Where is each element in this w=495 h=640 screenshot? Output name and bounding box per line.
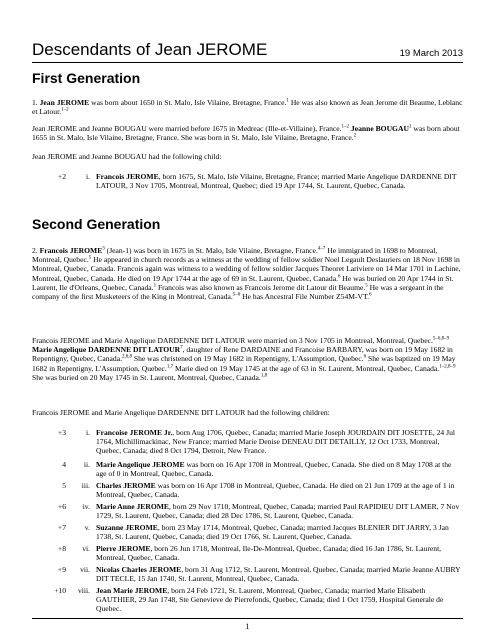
child-number: +7 bbox=[57, 523, 66, 532]
spouse-name: Marie Angelique DARDENNE DIT LATOUR bbox=[32, 345, 181, 355]
citation: 1–2 bbox=[341, 124, 350, 130]
citation: 7 bbox=[180, 345, 183, 351]
child-number: +2 bbox=[57, 172, 66, 181]
child-number: +9 bbox=[57, 565, 66, 574]
child-entry: 4 ii. Marie Angelique JEROME was born on 16 Apr 1708 in Montreal, Quebec, Canada. She died on 8 May 1708 at the age of 0 in Montreal, Quebec, Canada. bbox=[32, 460, 463, 479]
child-number: 4 bbox=[62, 460, 66, 469]
citation: 3 bbox=[102, 246, 105, 252]
child-roman-numeral: vi. bbox=[82, 544, 90, 553]
gen1-person-paragraph: 1. Jean JEROME was born about 1650 in St. Malo, Isle Vilaine, Bretagne, France.$^1$ He was also known as Jean Jerome dit Beaume, Leblanc et Latour.$^{1-2}$ bbox=[32, 98, 463, 117]
citation: 5–6 bbox=[232, 292, 241, 298]
child-name: Marie Angelique JEROME bbox=[96, 460, 185, 469]
child-entry: +7 v. Suzanne JEROME, born 23 May 1714, Montreal, Quebec, Canada; married Jacques BLENIER DIT JARRY, 3 Jan 1738, St. Laurent, Quebec, Canada; died 19 Oct 1766, St. Laurent, Quebec, Canada. bbox=[32, 523, 463, 551]
child-name: Pierre JEROME bbox=[96, 544, 151, 553]
gen1-children-intro: Jean JEROME and Jeanne BOUGAU had the following child: bbox=[32, 152, 222, 161]
child-roman-numeral: iii. bbox=[81, 481, 90, 490]
citation: 1,8 bbox=[260, 373, 268, 379]
gen2-person-paragraph: 2. Francois JEROME$^3$ (Jean-1) was born in 1675 in St. Malo, Isle Vilaine, Bretagne, France.$^{4-7}$ He immigrated in 1698 to Montreal, Montreal, Quebec.$^5$ He appeared in church records as a witness at the wedding of fellow soldier Noel Legault Deslauriers on 18 Nov 1698 in Montreal, Quebec, Canada. Francois again was witness to a wedding of fellow soldier Jacques Theoret Lariviere on 14 Mar 1701 in Lachine, Montreal, Quebec, Canada. He died on 19 Apr 1744 at the age of 69 in St. Laurent, Quebec, Canada.$^6$ He was buried on 20 Apr 1744 in St. Laurent, Ile d'Orleans, Quebec, Canada.$^1$ Francois was also known as Francois Jerome dit Latour dit Beaume.$^5$ He was a sergeant in the company of the first Musketeers of the King in Montreal, Canada.$^{5-6}$ He has Ancestral File Number Z54M-VT.$^6$ bbox=[32, 246, 461, 302]
gen1-child-entry: +2 i. Francois JEROME, born 1675, St. Malo, Isle Vilaine, Bretagne, France; married Marie Angelique DARDENNE DIT LATOUR, 3 Nov 1705, Montreal, Montreal, Quebec; died 19 Apr 1744, St. Laurent, Quebec, Canada. bbox=[32, 172, 463, 200]
spouse-name: Jeanne BOUGAU bbox=[349, 124, 409, 133]
child-name: Nicolas Charles JEROME bbox=[96, 565, 182, 574]
citation: 6 bbox=[363, 354, 367, 360]
child-entry: +6 iv. Marie Anne JEROME, born 29 Nov 1710, Montreal, Quebec, Canada; married Paul RAPIDIEU DIT LAMER, 7 Nov 1729, St. Laurent, Quebec, Canada; died 28 Dec 1786, St. Laurent, Quebec, Canada. bbox=[32, 502, 463, 530]
child-name: Jean Marie JEROME bbox=[96, 586, 168, 595]
person-name: Francois JEROME bbox=[39, 246, 103, 255]
child-name: Francois JEROME bbox=[96, 172, 159, 181]
section-heading-second-generation: Second Generation bbox=[32, 216, 161, 232]
citation: 1–2,8–9 bbox=[439, 364, 456, 370]
document-date: 19 March 2013 bbox=[399, 48, 463, 59]
child-number: +3 bbox=[57, 428, 66, 437]
citation: 2,6,8 bbox=[121, 354, 132, 360]
child-name: Suzanne JEROME bbox=[96, 523, 158, 532]
child-roman-numeral: iv. bbox=[82, 502, 90, 511]
gen1-marriage-paragraph: Jean JEROME and Jeanne BOUGAU were married before 1675 in Medreac (Ille-et-Villaine), France.$^{1-2}$ Jeanne BOUGAU$^1$ was born about 1655 in St. Malo, Isle Vilaine, Bretagne, France. She was born in St. Malo, Isle Vilaine, Bretagne, France.$^2$ bbox=[32, 124, 460, 143]
child-roman-numeral: v. bbox=[84, 523, 90, 532]
citation: 1,7 bbox=[166, 364, 174, 370]
person-name: Jean JEROME bbox=[39, 98, 90, 107]
citation: 1 bbox=[153, 283, 157, 289]
child-number: +10 bbox=[54, 586, 66, 595]
footer-divider bbox=[32, 618, 463, 619]
citation: 1–2 bbox=[61, 107, 69, 113]
citation: 5 bbox=[365, 283, 368, 289]
citation: 1 bbox=[286, 98, 289, 104]
citation: 1 bbox=[408, 124, 412, 130]
child-roman-numeral: viii. bbox=[77, 586, 90, 595]
citation: 6 bbox=[337, 274, 341, 280]
gen2-marriage-paragraph: Francois JEROME and Marie Angelique DARDENNE DIT LATOUR were married on 3 Nov 1705 in Montreal, Montreal, Quebec.$^{5-6,8-9}$ Marie Angelique DARDENNE DIT LATOUR$^7$, daughter of Rene DARDAINE and Francoise BARBARY, was born on 19 May 1682 in Repentigny, Quebec, Canada.$^{2,6,8}$ She was christened on 19 May 1682 in Repentigny, L'Assumption, Quebec.$^6$ She was baptized on 19 May 1682 in Repentigny, L'Assumption, Quebec.$^{1,7}$ Marie died on 19 May 1745 at the age of 63 in St. Laurent, Montreal, Quebec, Canada.$^{1-2,8-9}$ She was buried on 20 May 1745 in St. Laurent, Montreal, Quebec, Canada.$^{1,8}$ bbox=[32, 336, 456, 382]
child-roman-numeral: i. bbox=[85, 172, 90, 181]
citation: 2 bbox=[353, 133, 357, 139]
gen2-children-intro: Francois JEROME and Marie Angelique DARDENNE DIT LATOUR had the following children: bbox=[32, 408, 330, 417]
page-number: 1 bbox=[245, 622, 250, 631]
citation: 4–7 bbox=[317, 246, 326, 252]
child-number: 5 bbox=[62, 481, 66, 490]
citation: 5–6,8–9 bbox=[432, 336, 450, 342]
child-name: Charles JEROME bbox=[96, 481, 156, 490]
child-entry: +8 vi. Pierre JEROME, born 26 Jun 1718, Montreal, Ile-De-Montreal, Quebec, Canada; died 16 Jan 1786, St. Laurent, Montreal, Quebec, Canada. bbox=[32, 544, 463, 563]
child-entry: 5 iii. Charles JEROME was born on 16 Apr 1708 in Montreal, Quebec, Canada. He died on 21 Jun 1709 at the age of 1 in Montreal, Quebec, Canada. bbox=[32, 481, 463, 500]
section-heading-first-generation: First Generation bbox=[32, 70, 141, 86]
citation: 5 bbox=[88, 255, 92, 261]
child-roman-numeral: i. bbox=[85, 428, 90, 437]
child-entry: +10 viii. Jean Marie JEROME, born 24 Feb 1721, St. Laurent, Montreal, Quebec, Canada; married Marie Elisabeth GAUTHIER, 29 Jan 1748, Ste Genevieve de Pierrefonds, Quebec, Canada; died 1 Oct 1759, Hospital Generale de Quebec. bbox=[32, 586, 463, 614]
child-entry: +9 vii. Nicolas Charles JEROME, born 31 Aug 1712, St. Laurent, Montreal, Quebec, Canada; married Marie Jeanne AUBRY DIT TECLE, 15 Jan 1740, St. Laurent, Montreal, Quebec, Canada. bbox=[32, 565, 463, 584]
child-entry: +3 i. Francoise JEROME Jr., born Aug 1706, Quebec, Canada; married Marie Joseph JOURDAIN DIT JOSETTE, 24 Jul 1764, Michillimackinac, New France; married Marie Denise DENEAU DIT DETAILLY, 12 Oct 1733, Montreal, Quebec, Canada; died 8 Oct 1794, Detroit, New France. bbox=[32, 428, 463, 456]
citation: 6 bbox=[368, 292, 372, 298]
child-roman-numeral: ii. bbox=[83, 460, 90, 469]
child-name: Marie Anne JEROME bbox=[96, 502, 169, 511]
document-title: Descendants of Jean JEROME bbox=[32, 40, 268, 59]
child-number: +8 bbox=[57, 544, 66, 553]
child-number: +6 bbox=[57, 502, 66, 511]
child-name: Francoise JEROME Jr. bbox=[96, 428, 173, 437]
child-roman-numeral: vii. bbox=[80, 565, 90, 574]
page-header bbox=[32, 42, 463, 63]
